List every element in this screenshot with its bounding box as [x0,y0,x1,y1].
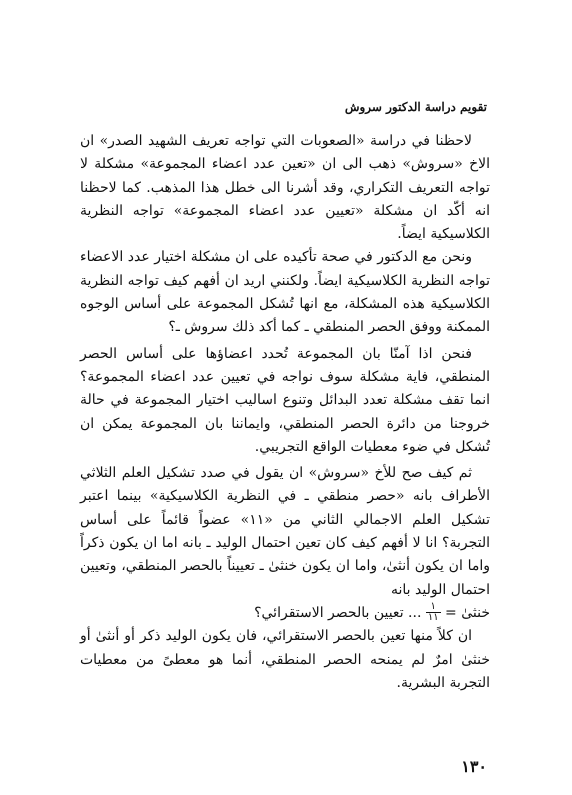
page-number: ١٣٠ [461,757,487,776]
fraction-prefix: خنثىٰ = [445,604,490,621]
paragraph: ونحن مع الدكتور في صحة تأكيده على ان مشكلة اختيار عدد الاعضاء تواجه النظرية الكلاسيكية ايضاً. ولكنني اريد ان أفهم كيف تواجه النظرية الكلاسيكية هذه المشكلة، مع انها تُشكل المجموعة على أساس الوجوه الممكنة ووفق الحصر المنطقي ـ كما أكد ذلك سروش ـ؟ [80,249,490,336]
paragraph: لاحظنا في دراسة «الصعوبات التي تواجه تعريف الشهيد الصدر» ان الاخ «سروش» ذهب الى ان «تعين عدد اعضاء المجموعة» مشكلة لا تواجه التعريف التكراري، وقد أشرنا الى خطل هذا المذهب. كما لاحظنا انه أكّد ان مشكلة «تعيين عدد اعضاء المجموعة» تواجه النظرية الكلاسيكية ايضاً. [80,133,490,243]
fraction-line [80,602,490,625]
fraction [426,602,441,623]
fraction-suffix: ... تعيين بالحصر الاستقرائي؟ [254,604,422,621]
paragraph: ثم كيف صح للأخ «سروش» ان يقول في صدد تشكيل العلم الثلاثي الأطراف بانه «حصر منطقي ـ في النظرية الكلاسيكية» بينما اعتبر تشكيل العلم الاجمالي الثاني من «١١» عضواً قائماً على أساس التجربة؟ انا لا أفهم كيف كان تعين احتمال الوليد ـ بانه اما ان يكون ذكراً واما ان يكون أنثىٰ، واما ان يكون خنثىٰ ـ تعييناً بالحصر المنطقي، وتعيين احتمال الوليد بانه [80,465,490,598]
paragraph: فنحن اذا آمنّا بان المجموعة تُحدد اعضاؤها على أساس الحصر المنطقي، فاية مشكلة سوف نواجه في تعيين عدد اعضاء المجموعة؟ انما تقف مشكلة تعدد البدائل وتنوع اساليب اختيار المجموعة في حالة خروجنا من دائرة الحصر المنطقي، وايماننا بان المجموعة يمكن ان تُشكل في ضوء معطيات الواقع التجريبي. [80,345,490,455]
paragraph: ان كلاً منها تعين بالحصر الاستقرائي، فان يكون الوليد ذكر أو أنثىٰ أو خنثىٰ امرٌ لم يمنحه الحصر المنطقي، أنما هو معطىً من معطيات التجربة البشرية. [80,628,490,691]
fraction-numerator: ١ [426,602,441,613]
body-text [80,130,490,695]
running-title: تقويم دراسة الدكتور سروش [344,100,487,114]
fraction-denominator: ١١ [427,612,439,624]
